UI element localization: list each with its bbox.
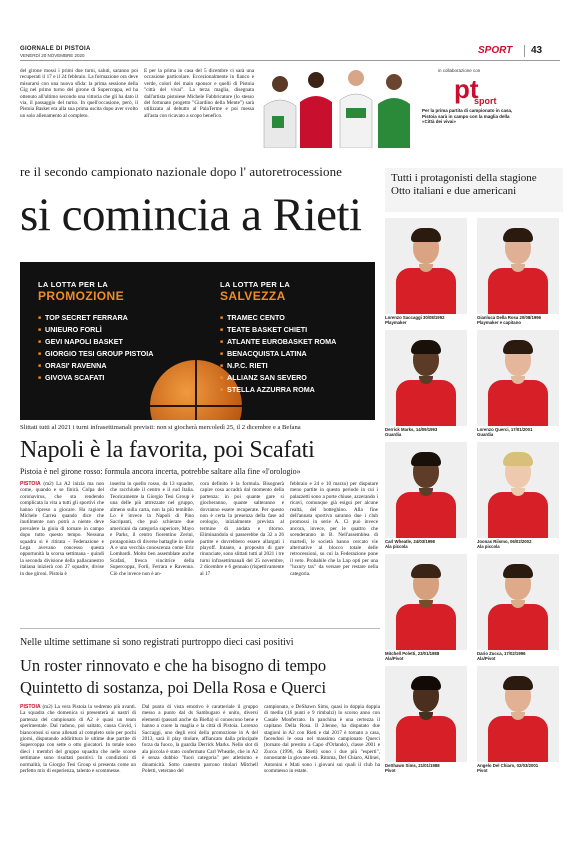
player-role: Pivot	[477, 768, 488, 774]
salvation-box	[212, 274, 375, 309]
promotion-box	[30, 274, 210, 309]
player-name: Angelo Del Chiaro, 02/03/2001	[477, 763, 539, 768]
team-photo-illustration	[258, 66, 414, 148]
player-card	[477, 666, 559, 774]
salvation-small-title: LA LOTTA PER LA	[220, 280, 291, 289]
story3-column-2: Dal punto di vista emotivo è caratteriale il gruppo messo a punto dal ds Sambugaro è unito, diversi elementi (passati anche da Biella) si conoscono bene e hanno a cuore la maglia e la città di Pistoia. Lorenzo Saccaggi, uno degli eroi della promozione in A del 2013, sarà il play titolare, affiancato dalla principale forza da fuoco, la guardia Derrick Marks. Nello slot di ala piccola è stato confermato Carl Wheatle, che in A2 è senza dubbio "fuori categoria" per atletismo e dinamicità. Sotto canestro parrono titolari Mitchell Poletti, veterano del	[142, 704, 258, 775]
player-photo	[477, 666, 559, 762]
salvation-title: SALVEZZA	[220, 289, 286, 303]
player-name: Mitchell Poletti, 23/01/1988	[385, 651, 440, 656]
page-number: 43	[531, 45, 543, 56]
dateline: PISTOIA	[20, 481, 41, 487]
player-role: Ala/Pivot	[477, 656, 496, 662]
story3-col1-text: La vera Pistoia la vedremo più avanti. La squadra che domenica si presenterà ai nastri di partenza del campionato di A2 è quasi un team sperimentale. Dal raduno, poi saltato, causa Covid, i biancorossi si sono allenati al completo solo per pochi giorni, disputando addirittura le ultime due partite di Supercoppa con sette o otto giocatori. In totale sono dieci i membri del gruppo squadra che nelle scorse settimane sono risultati positivi. In condizioni di normalità, la Giorgio Tesi Group si presenta come un perfetto mix di esperienza, talento e scommesse.	[20, 704, 136, 775]
intro-column-1: del girone mossi i primi due turni, saluti, saranno poi recuperati il 17 e il 24 febbraio. La formazione ora deve misurarsi con una nuova sfida: la prima sessione della Gig nel primo turno del girone di Supercoppa, ed ha ottenuto all'ultimo secondo una vittoria che gli ha dato il via, il passaggio del turno. In quell'occasione, però, il Pistoia Basket era alla sua prima uscita dopo aver svolto un solo allenamento al completo.	[20, 68, 138, 119]
list-item: ■ GIVOVA SCAFATI	[38, 372, 153, 384]
story2-kicker: Slittati tutti al 2021 i turni infrasettimanali previsti: non si giocherà mercoledì 25, il 2 dicembre e a Befana	[20, 424, 301, 431]
roster-heading: Tutti i protagonisti della stagione Otto italiani e due americani	[385, 168, 563, 212]
ptsport-logo	[452, 76, 512, 111]
story2-col1-text: La A2 inizia ma non come, quando e se finirà. Colpa del coronavirus, che sta rendendo complicata la vita a tutti gli sportivi che hanno ripreso a giocare. Ha ragione Michele Carrea quando dice che inutilmente non potrà a niente deve prevalere la gioia di tornare in campo dopo tutto questo tempo. Nessuna squadra si è ritirata - Federazione e Lega avevano concesso questa opportunità la scorsa settimana - quindi la seconda divisione della pallacanestro italiana inizierà con 27 squadre, divise in due gironi. Pistoia è	[20, 481, 104, 577]
main-kicker: re il secondo campionato nazionale dopo l' autoretrocessione	[20, 164, 343, 179]
list-item: ■ GIORGIO TESI GROUP PISTOIA	[38, 348, 153, 360]
list-item: ■ TEATE BASKET CHIETI	[220, 324, 336, 336]
dateline-initials: (m2)	[43, 481, 54, 487]
story2-summary: Pistoia è nel girone rosso: formula ancora incerta, potrebbe saltare alla fine «l'orologio»	[20, 467, 301, 476]
player-role: Guardia	[477, 432, 494, 438]
player-card	[477, 554, 559, 662]
player-card	[385, 554, 467, 662]
player-photo	[385, 666, 467, 762]
story2-headline: Napoli è la favorita, poi Scafati	[20, 437, 315, 463]
player-role: Ala piccola	[477, 544, 500, 550]
svg-text:sport: sport	[474, 96, 497, 106]
player-photo	[385, 554, 467, 650]
story2-column-2: inserita in quello rosso, da 13 squadre, che racchiude il centro e il sud Italia. Teoricamente la Giorgio Tesi Group è una delle più attrezzate nel gruppo, almeno sulla carta, non la più temibile. Lo è invece la Napoli di Pino Sacripanti, che può schierare due americani da categoria superiore, Mayo e Parks, il centro fiorentino Zerini, protagonista di diverse battaglie in serie A e una vecchia conoscenza come Eric Lombardi. Molto ben assemblate anche Scafati, fresca vincitrice della Supercoppa, Forlì, Ferrara e Ravenna. Ciò che invece non è an-	[110, 481, 194, 577]
promotion-title: PROMOZIONE	[38, 289, 125, 303]
divider	[524, 45, 525, 57]
photo-caption: Per la prima partita di campionato in casa, Pistoia sarà in campo con la maglia della «Città dei vivai»	[422, 108, 513, 125]
story3-column-1	[20, 704, 136, 816]
player-role: Ala piccola	[385, 544, 408, 550]
team-photo	[258, 66, 414, 148]
story2-column-3: cora definito è la formula. Bisognerà capire cosa accadrà dal momento della partenza: in poi quante gare si giocheranno, quante salteranno e dovranno essere recuperate. Per questo non è certa la presenza della fase ad orologio, inizialmente prevista al termine di andata e ritorno. Eliminandola si passerebbe da 32 a 26 partite e dovrebbero essere allargati i playoff. Intanto, a proposito di gare rinunciate, sono slittati tutti al 2021 i tre turni infrasettimanali del 25 novembre, 2 dicembre e 6 gennaio (rispettivamente al 17	[200, 481, 284, 577]
salvation-team-list	[220, 312, 336, 396]
list-item: ■ STELLA AZZURRA ROMA	[220, 384, 336, 396]
header-rule	[20, 60, 560, 61]
promotion-team-list	[38, 312, 153, 384]
player-name: DeShawn Sims, 21/01/1988	[385, 763, 440, 768]
player-photo	[477, 330, 559, 426]
masthead-paper-name: GIORNALE DI PISTOIA	[20, 46, 91, 52]
story3-headline-line1: Un roster rinnovato e che ha bisogno di tempo	[20, 656, 327, 675]
promotion-small-title: LA LOTTA PER LA	[38, 280, 109, 289]
masthead-date: VENERDÌ 20 NOVEMBRE 2020	[20, 53, 85, 58]
player-card	[385, 218, 467, 326]
player-name: Gianluca Della Rosa 20/08/1996	[477, 315, 542, 320]
player-card	[477, 330, 559, 438]
section-rule	[20, 628, 380, 629]
list-item: ■ TOP SECRET FERRARA	[38, 312, 153, 324]
player-photo	[385, 330, 467, 426]
collaboration-label: in collaborazione con	[438, 68, 481, 73]
section-label: SPORT	[478, 45, 513, 56]
list-item: ■ ORASI' RAVENNA	[38, 360, 153, 372]
league-infographic	[20, 262, 375, 420]
player-card	[385, 442, 467, 550]
player-role: Guardia	[385, 432, 402, 438]
player-photo	[385, 442, 467, 538]
player-card	[385, 666, 467, 774]
story3-headline	[20, 655, 380, 699]
player-name: Dario Zucca, 17/02/1996	[477, 651, 526, 656]
player-name: Derrick Marks, 14/09/1993	[385, 427, 438, 432]
svg-text:pt: pt	[454, 76, 479, 104]
list-item: ■ BENACQUISTA LATINA	[220, 348, 336, 360]
player-card	[477, 442, 559, 550]
main-headline: si comincia a Rieti	[20, 190, 362, 240]
list-item: ■ ATLANTE EUROBASKET ROMA	[220, 336, 336, 348]
player-name: Joonas Riismo, 06/02/2002	[477, 539, 532, 544]
player-name: Lorenzo Querci, 17/01/2001	[477, 427, 533, 432]
list-item: ■ N.P.C. RIETI	[220, 360, 336, 372]
story3-column-3: campionato, e DeShawn Sims, quasi in doppia doppia di media (16 punti e 9 rimbalzi) lo scorso anno con Casale Monferrato. In panchina è una certezza il capitano Della Rosa. Il 24enne, ha disputato due stagioni in A2 con Rieti e dal 2017 è tornato a casa, facendosi le ossa nel massimo campionato Querci (tornato dal prestito a Capo d'Orlando), classe 2001 e Zucca (1996, da Rieti) sono i due più "esperti", nonostante la giovane età. Ritoma, Del Chiaro, Allinei, Antonini e Mati sono i giovani sui quali il club ha scommesso in estate.	[264, 704, 380, 775]
list-item: ■ ALLIANZ SAN SEVERO	[220, 372, 336, 384]
player-name: Lorenzo Saccaggi 30/08/1992	[385, 315, 445, 320]
story2-column-4: febbraio e 24 e 10 marzo) per disputare meno partite in questo periodo in cui i palazzetti sono a porte chiuse, azzerando i ricavi, comunque già esigui per alcune realtà, del botteghino. Alla fine dell'annata sportiva saranno due i club promossi in serie A. Ci può invece ancora, invece, per le quattro che scenderanno in B. Nell'assemblea di martedì, le società hanno cercato vie alternative al blocco totale delle retrocessioni, su cui la Federazione pone il veto. Probabile che la Lnp opti per una "luxury tax" da versare per restare nella categoria.	[290, 481, 378, 577]
list-item: ■ TRAMEC CENTO	[220, 312, 336, 324]
player-photo	[477, 442, 559, 538]
dateline-initials: (m2)	[42, 704, 53, 710]
list-item: ■ UNIEURO FORLÌ	[38, 324, 153, 336]
player-role: Ala/Pivot	[385, 656, 404, 662]
player-photo	[477, 554, 559, 650]
player-photo	[385, 218, 467, 314]
story2-column-1	[20, 481, 104, 623]
player-name: Carl Wheatle, 24/03/1998	[385, 539, 435, 544]
intro-column-2: E per la prima in casa del 5 dicembre ci sarà una occasione particolare. Eccezionalmente in fianco e verde, colori dei main sponsor e quelli di Pistoia "città del vivai". La terza maglia, disegnata dall'artista pistoiese Michele Fabbricatore (lo stesso del fortunato progetto "Giardino della Mente") sarà utilizzata al debutto al PalaTerme e poi messa all'asta con ricavato a scopo benefico.	[144, 68, 254, 119]
story3-kicker: Nelle ultime settimane si sono registrati purtroppo dieci casi positivi	[20, 637, 294, 648]
list-item: ■ GEVI NAPOLI BASKET	[38, 336, 153, 348]
player-card	[477, 218, 559, 326]
player-card	[385, 330, 467, 438]
player-role: Playmaker	[385, 320, 407, 326]
player-photo	[477, 218, 559, 314]
story3-headline-line2: Quintetto di sostanza, poi Della Rosa e Querci	[20, 678, 327, 697]
dateline: PISTOIA	[20, 704, 41, 710]
player-role: Pivot	[385, 768, 396, 774]
player-role: Playmaker e capitano	[477, 320, 521, 326]
